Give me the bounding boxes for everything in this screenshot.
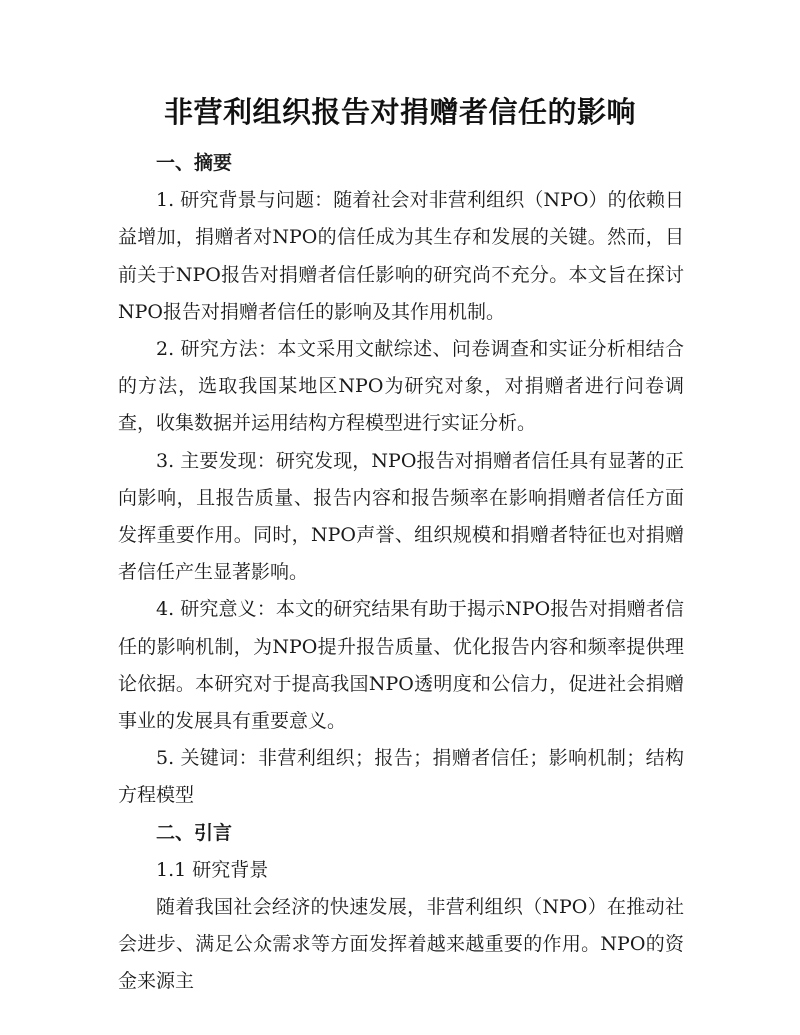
- intro-subheading: 1.1 研究背景: [156, 858, 269, 881]
- abstract-item-method: 2. 研究方法：本文采用文献综述、问卷调查和实证分析相结合的方法，选取我国某地区NPO为研究对象，对捐赠者进行问卷调查，收集数据并运用结构方程模型进行实证分析。: [118, 338, 684, 435]
- abstract-item-significance: 4. 研究意义：本文的研究结果有助于揭示NPO报告对捐赠者信任的影响机制，为NPO提升报告质量、优化报告内容和频率提供理论依据。本研究对于提高我国NPO透明度和公信力，促进社会捐赠事业的发展具有重要意义。: [118, 598, 684, 733]
- abstract-item-keywords: 5. 关键词：非营利组织；报告；捐赠者信任；影响机制；结构方程模型: [118, 747, 684, 807]
- intro-paragraph: 随着我国社会经济的快速发展，非营利组织（NPO）在推动社会进步、满足公众需求等方面发挥着越来越重要的作用。NPO的资金来源主: [118, 896, 684, 993]
- abstract-item-background: 1. 研究背景与问题：随着社会对非营利组织（NPO）的依赖日益增加，捐赠者对NPO的信任成为其生存和发展的关键。然而，目前关于NPO报告对捐赠者信任影响的研究尚不充分。本文旨在探讨NPO报告对捐赠者信任的影响及其作用机制。: [118, 189, 684, 323]
- abstract-item-findings: 3. 主要发现：研究发现，NPO报告对捐赠者信任具有显著的正向影响，且报告质量、报告内容和报告频率在影响捐赠者信任方面发挥重要作用。同时，NPO声誉、组织规模和捐赠者特征也对捐赠者信任产生显著影响。: [118, 449, 684, 584]
- intro-heading: 二、引言: [156, 821, 233, 844]
- document-body: [118, 145, 684, 1001]
- abstract-heading: 一、摘要: [156, 152, 233, 174]
- document-title: 非营利组织报告对捐赠者信任的影响: [163, 95, 636, 129]
